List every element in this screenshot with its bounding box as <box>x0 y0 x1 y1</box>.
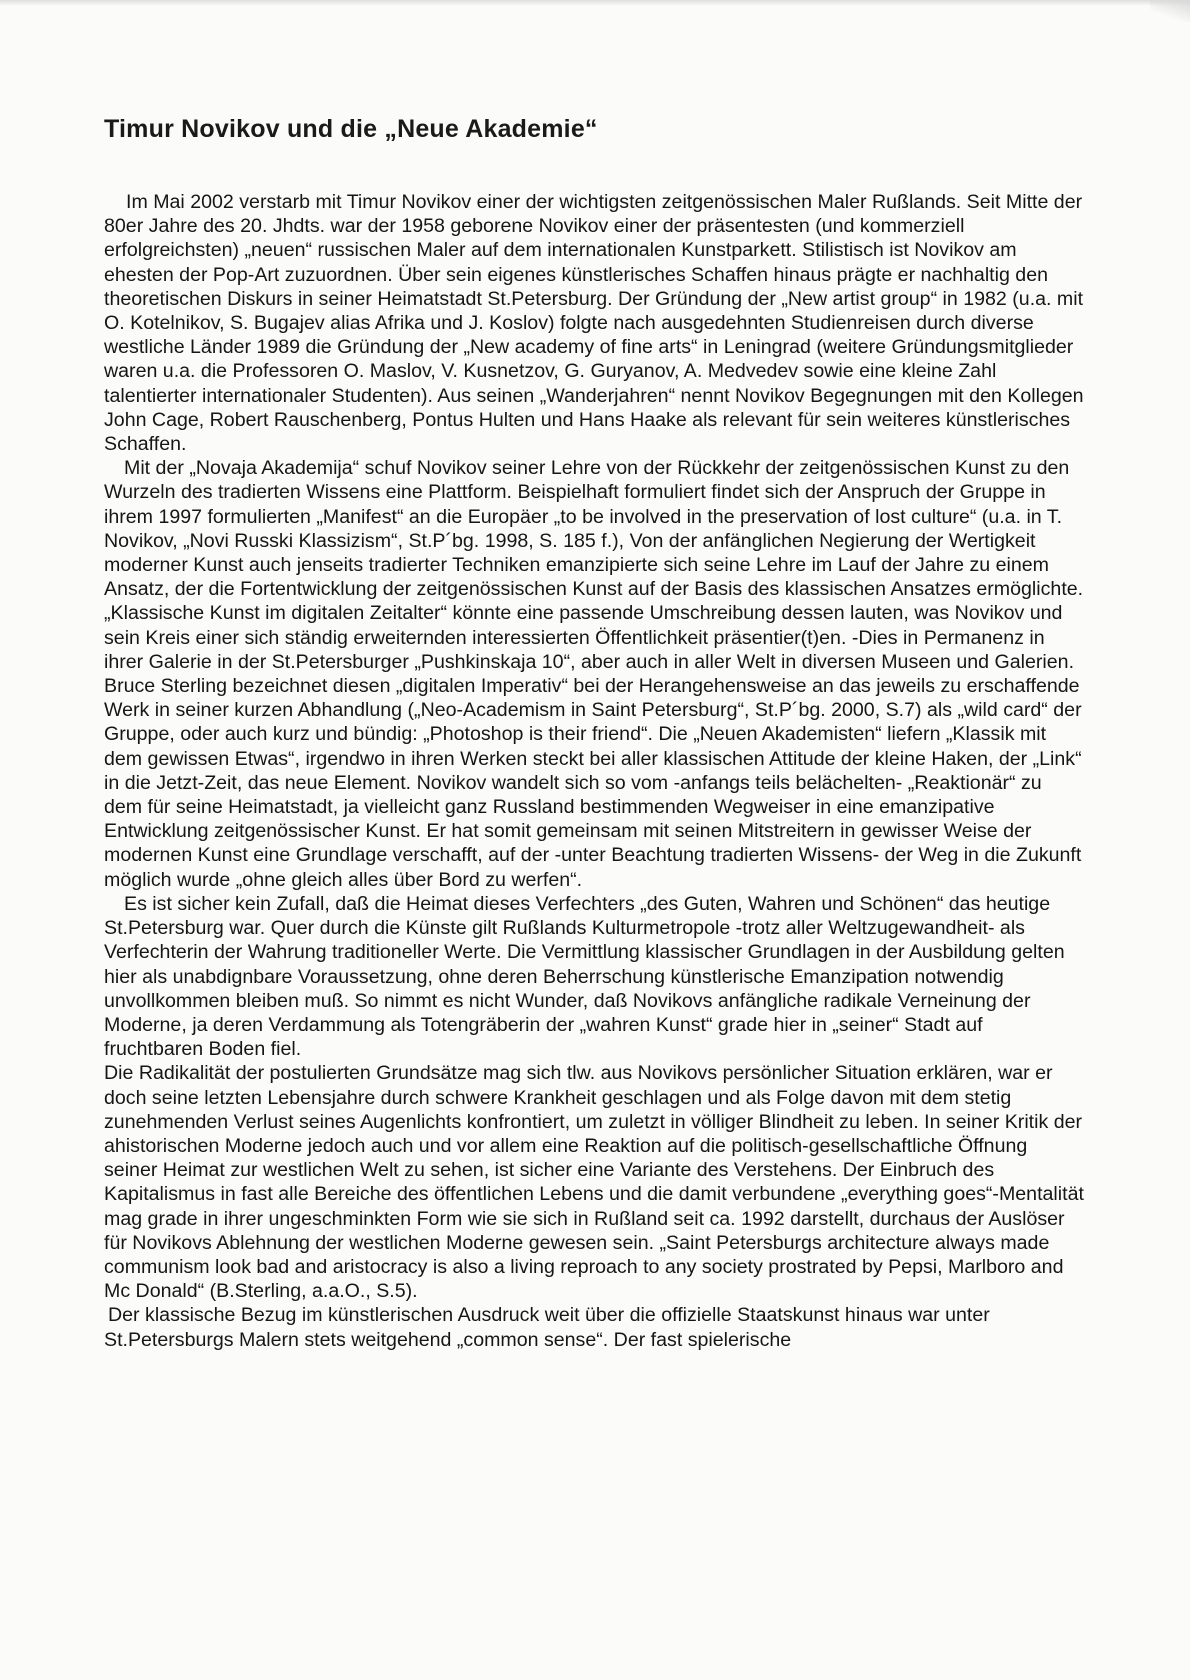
paragraph-3: Es ist sicher kein Zufall, daß die Heimat dieses Verfechters „des Guten, Wahren und Schönen“ das heutige St.Petersburg war. Quer durch die Künste gilt Rußlands Kulturmetropole -trotz aller Weltzugewandheit- als Verfechterin der Wahrung traditioneller Werte. Die Vermittlung klassischer Grundlagen in der Ausbildung gelten hier als unabdignbare Voraussetzung, ohne deren Beherrschung künstlerische Emanzipation notwendig unvollkommen bleiben muß. So nimmt es nicht Wunder, daß Novikovs anfängliche radikale Verneinung der Moderne, ja deren Verdammung als Totengräberin der „wahren Kunst“ grade hier in „seiner“ Stadt auf fruchtbaren Boden fiel. <box>104 892 1065 1061</box>
document-body <box>104 112 1084 1352</box>
paragraph-1: Im Mai 2002 verstarb mit Timur Novikov einer der wichtigsten zeitgenössischen Maler Rußlands. Seit Mitte der 80er Jahre des 20. Jhdts. war der 1958 geborene Novikov einer der präsentesten (und kommerziell erfolgreichsten) „neuen“ russischen Maler auf dem internationalen Kunstparkett. Stilistisch ist Novikov am ehesten der Pop-Art zuzuordnen. Über sein eigenes künstlerisches Schaffen hinaus prägte er nachhaltig den theoretischen Diskurs in seiner Heimatstadt St.Petersburg. Der Gründung der „New artist group“ in 1982 (u.a. mit O. Kotelnikov, S. Bugajev alias Afrika und J. Koslov) folgte nach ausgedehnten Studienreisen durch diverse westliche Länder 1989 die Gründung der „New academy of fine arts“ in Leningrad (weitere Gründungsmitglieder waren u.a. die Professoren O. Maslov, V. Kusnetzov, G. Guryanov, A. Medvedev sowie eine kleine Zahl talentierter internationaler Studenten). Aus seinen „Wanderjahren“ nennt Novikov Begegnungen mit den Kollegen John Cage, Robert Rauschenberg, Pontus Hulten und Hans Haake als relevant für sein weiteres künstlerisches Schaffen. <box>104 191 1084 456</box>
scan-corner-fold <box>1150 0 1190 22</box>
paragraph-4: Die Radikalität der postulierten Grundsätze mag sich tlw. aus Novikovs persönlicher Situation erklären, war er doch seine letzten Lebensjahre durch schwere Krankheit geschlagen und als Folge davon mit dem stetig zunehmenden Verlust seines Augenlichts konfrontiert, um zuletzt in völliger Blindheit zu leben. In seiner Kritik der ahistorischen Moderne jedoch auch und vor allem eine Reaktion auf die politisch-gesellschaftliche Öffnung seiner Heimat zur westlichen Welt zu sehen, ist sicher eine Variante des Verstehens. Der Einbruch des Kapitalismus in fast alle Bereiche des öffentlichen Lebens und die damit verbundene „everything goes“-Mentalität mag grade in ihrer ungeschminkten Form wie sie sich in Rußland seit ca. 1992 darstellt, durchaus der Auslöser für Novikovs Ablehnung der westlichen Moderne gewesen sein. „Saint Petersburgs architecture always made communism look bad and aristocracy is also a living reproach to any society prostrated by Pepsi, Marlboro and Mc Donald“ (B.Sterling, a.a.O., S.5). <box>104 1062 1084 1303</box>
document-title: Timur Novikov und die „Neue Akademie“ <box>104 115 598 143</box>
paragraph-5: Der klassische Bezug im künstlerischen Ausdruck weit über die offizielle Staatskunst hinaus war unter St.Petersburgs Malern stets weitgehend „common sense“. Der fast spielerische <box>104 1304 990 1351</box>
scan-top-edge <box>0 0 1190 6</box>
paragraph-2: Mit der „Novaja Akademija“ schuf Novikov seiner Lehre von der Rückkehr der zeitgenössischen Kunst zu den Wurzeln des tradierten Wissens eine Plattform. Beispielhaft formuliert findet sich der Anspruch der Gruppe in ihrem 1997 formulierten „Manifest“ an die Europäer „to be involved in the preservation of lost culture“ (u.a. in T. Novikov, „Novi Russki Klassizism“, St.P´bg. 1998, S. 185 f.), Von der anfänglichen Negierung der Wertigkeit moderner Kunst auch jenseits tradierter Techniken emanzipierte sich seine Lehre im Lauf der Jahre zu einem Ansatz, der die Fortentwicklung der zeitgenössischen Kunst auf der Basis des klassischen Ansatzes ermöglichte. „Klassische Kunst im digitalen Zeitalter“ könnte eine passende Umschreibung dessen lauten, was Novikov und sein Kreis einer sich ständig erweiternden interessierten Öffentlichkeit präsentier(t)en. -Dies in Permanenz in ihrer Galerie in der St.Petersburger „Pushkinskaja 10“, aber auch in aller Welt in diversen Museen und Galerien. Bruce Sterling bezeichnet diesen „digitalen Imperativ“ bei der Herangehensweise an das jeweils zu erschaffende Werk in seiner kurzen Abhandlung („Neo-Academism in Saint Petersburg“, St.P´bg. 2000, S.7) als „wild card“ der Gruppe, oder auch kurz und bündig: „Photoshop is their friend“. Die „Neuen Akademisten“ liefern „Klassik mit dem gewissen Etwas“, irgendwo in ihren Werken steckt bei aller klassischen Attitude der kleine Haken, der „Link“ in die Jetzt-Zeit, das neue Element. Novikov wandelt sich so vom -anfangs teils belächelten- „Reaktionär“ zu dem für seine Heimatstadt, ja vielleicht ganz Russland bestimmenden Wegweiser in eine emanzipative Entwicklung zeitgenössischer Kunst. Er hat somit gemeinsam mit seinen Mitstreitern in gewisser Weise der modernen Kunst eine Grundlage verschafft, auf der -unter Beachtung tradierten Wissens- der Weg in die Zukunft möglich wurde „ohne gleich alles über Bord zu werfen“. <box>104 457 1084 891</box>
